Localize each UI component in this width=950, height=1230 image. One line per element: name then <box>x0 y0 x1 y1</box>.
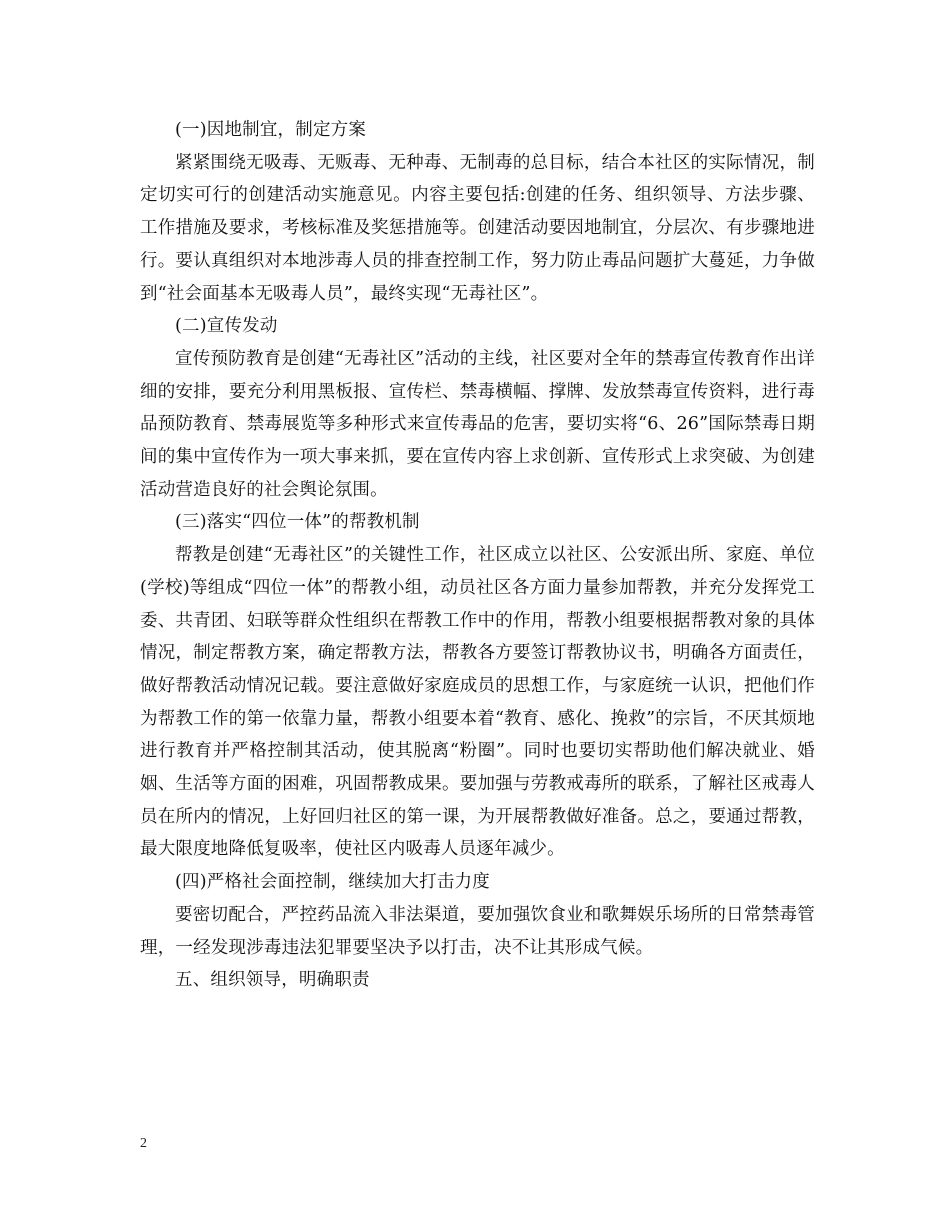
body-paragraph-2: 宣传预防教育是创建“无毒社区”活动的主线，社区要对全年的禁毒宣传教育作出详细的安排，要充分利用黑板报、宣传栏、禁毒横幅、撑牌、发放禁毒宣传资料，进行毒品预防教育、禁毒展览等多种形式来宣传毒品的危害，要切实将“6、26”国际禁毒日期间的集中宣传作为一项大事来抓，要在宣传内容上求创新、宣传形式上求突破、为创建活动营造良好的社会舆论氛围。 <box>140 348 815 500</box>
section-heading-1: (一)因地制宜，制定方案 <box>175 120 367 140</box>
body-paragraph-3: 帮教是创建“无毒社区”的关键性工作，社区成立以社区、公安派出所、家庭、单位(学校)等组成“四位一体”的帮教小组，动员社区各方面力量参加帮教，并充分发挥党工委、共青团、妇联等群众性组织在帮教工作中的作用，帮教小组要根据帮教对象的具体情况，制定帮教方案，确定帮教方法，帮教各方要签订帮教协议书，明确各方面责任，做好帮教活动情况记载。要注意做好家庭成员的思想工作，与家庭统一认识，把他们作为帮教工作的第一依靠力量，帮教小组要本着“教育、感化、挽救”的宗旨，不厌其烦地进行教育并严格控制其活动，使其脱离“粉圈”。同时也要切实帮助他们解决就业、婚姻、生活等方面的困难，巩固帮教成果。要加强与劳教戒毒所的联系，了解社区戒毒人员在所内的情况，上好回归社区的第一课，为开展帮教做好准备。总之，要通过帮教，最大限度地降低复吸率，使社区内吸毒人员逐年减少。 <box>140 545 815 860</box>
page-number: 2 <box>140 1136 147 1151</box>
section-heading-2: (二)宣传发动 <box>175 316 278 337</box>
section-heading-4: (四)严格社会面控制，继续加大打击力度 <box>175 872 490 893</box>
section-heading-3: (三)落实“四位一体”的帮教机制 <box>175 512 420 533</box>
section-heading-5: 五、组织领导，明确职责 <box>175 970 370 991</box>
body-paragraph-4: 要密切配合，严控药品流入非法渠道，要加强饮食业和歌舞娱乐场所的日常禁毒管理，一经发现涉毒违法犯罪要坚决予以打击，决不让其形成气候。 <box>140 904 815 958</box>
body-paragraph-1: 紧紧围绕无吸毒、无贩毒、无种毒、无制毒的总目标，结合本社区的实际情况，制定切实可行的创建活动实施意见。内容主要包括:创建的任务、组织领导、方法步骤、工作措施及要求，考核标准及奖惩措施等。创建活动要因地制宜，分层次、有步骤地进行。要认真组织对本地涉毒人员的排查控制工作，努力防止毒品问题扩大蔓延，力争做到“社会面基本无吸毒人员”，最终实现“无毒社区”。 <box>140 152 815 304</box>
document-body <box>140 114 815 997</box>
